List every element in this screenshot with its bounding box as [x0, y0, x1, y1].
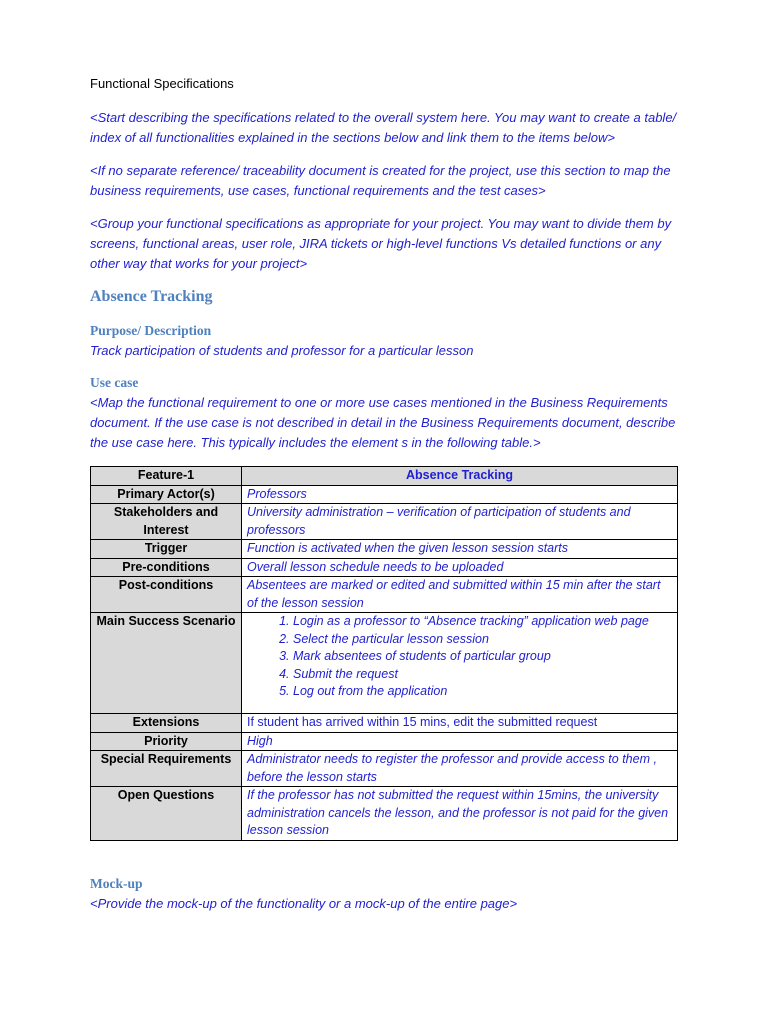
usecase-text: <Map the functional requirement to one or more use cases mentioned in the Business Requirements document. If the use case is not described in detail in the Business Requirements document, describe the use case here. This typically includes the element s in the following table.> [90, 395, 676, 450]
row-value: Overall lesson schedule needs to be uploaded [242, 558, 678, 577]
intro-paragraph-3: <Group your functional specifications as appropriate for your project. You may want to divide them by screens, functional areas, user role, JIRA tickets or high-level functions Vs detailed functions or any other way that works for your project> [90, 216, 672, 271]
row-value: Professors [242, 485, 678, 504]
table-row [91, 714, 678, 733]
list-item: 4. Submit the request [293, 666, 672, 684]
row-value: Function is activated when the given lesson session starts [242, 540, 678, 559]
table-row [91, 504, 678, 540]
row-label: Extensions [91, 714, 242, 733]
row-label: Priority [91, 732, 242, 751]
list-item: 2. Select the particular lesson session [293, 631, 672, 649]
row-label: Main Success Scenario [91, 613, 242, 714]
intro-paragraph-1: <Start describing the specifications related to the overall system here. You may want to create a table/ index of all functionalities explained in the sections below and link them to the items below> [90, 110, 677, 145]
list-item: 3. Mark absentees of students of particular group [293, 648, 672, 666]
table-row [91, 787, 678, 841]
mockup-heading: Mock-up [90, 876, 143, 891]
row-value [242, 613, 678, 714]
feature-name: Absence Tracking [242, 467, 678, 486]
row-label: Pre-conditions [91, 558, 242, 577]
table-row [91, 751, 678, 787]
usecase-heading: Use case [90, 375, 139, 390]
list-item: 5. Log out from the application [293, 683, 672, 701]
table-row [91, 613, 678, 714]
table-header-row [91, 467, 678, 486]
table-row [91, 540, 678, 559]
row-value: High [242, 732, 678, 751]
row-label: Post-conditions [91, 577, 242, 613]
list-item: 1. Login as a professor to “Absence tracking” application web page [293, 613, 672, 631]
mockup-text: <Provide the mock-up of the functionality or a mock-up of the entire page> [90, 896, 518, 911]
row-value: If student has arrived within 15 mins, edit the submitted request [242, 714, 678, 733]
feature-label: Feature-1 [91, 467, 242, 486]
table-row [91, 558, 678, 577]
table-row [91, 485, 678, 504]
table-row [91, 577, 678, 613]
scenario-steps [247, 613, 672, 701]
row-value: University administration – verification of participation of students and professors [242, 504, 678, 540]
row-value: Administrator needs to register the professor and provide access to them , before the lesson starts [242, 751, 678, 787]
intro-paragraph-2: <If no separate reference/ traceability document is created for the project, use this section to map the business requirements, use cases, functional requirements and the test cases> [90, 163, 671, 198]
row-label: Special Requirements [91, 751, 242, 787]
row-label: Stakeholders and Interest [91, 504, 242, 540]
table-row [91, 732, 678, 751]
doc-title: Functional Specifications [90, 76, 234, 91]
row-label: Trigger [91, 540, 242, 559]
purpose-heading: Purpose/ Description [90, 323, 212, 338]
row-label: Open Questions [91, 787, 242, 841]
row-value: If the professor has not submitted the request within 15mins, the university administration cancels the lesson, and the professor is not paid for the given lesson session [242, 787, 678, 841]
use-case-table [90, 466, 678, 841]
row-value: Absentees are marked or edited and submitted within 15 min after the start of the lesson session [242, 577, 678, 613]
purpose-text: Track participation of students and professor for a particular lesson [90, 343, 474, 358]
section-title: Absence Tracking [90, 288, 213, 305]
row-label: Primary Actor(s) [91, 485, 242, 504]
